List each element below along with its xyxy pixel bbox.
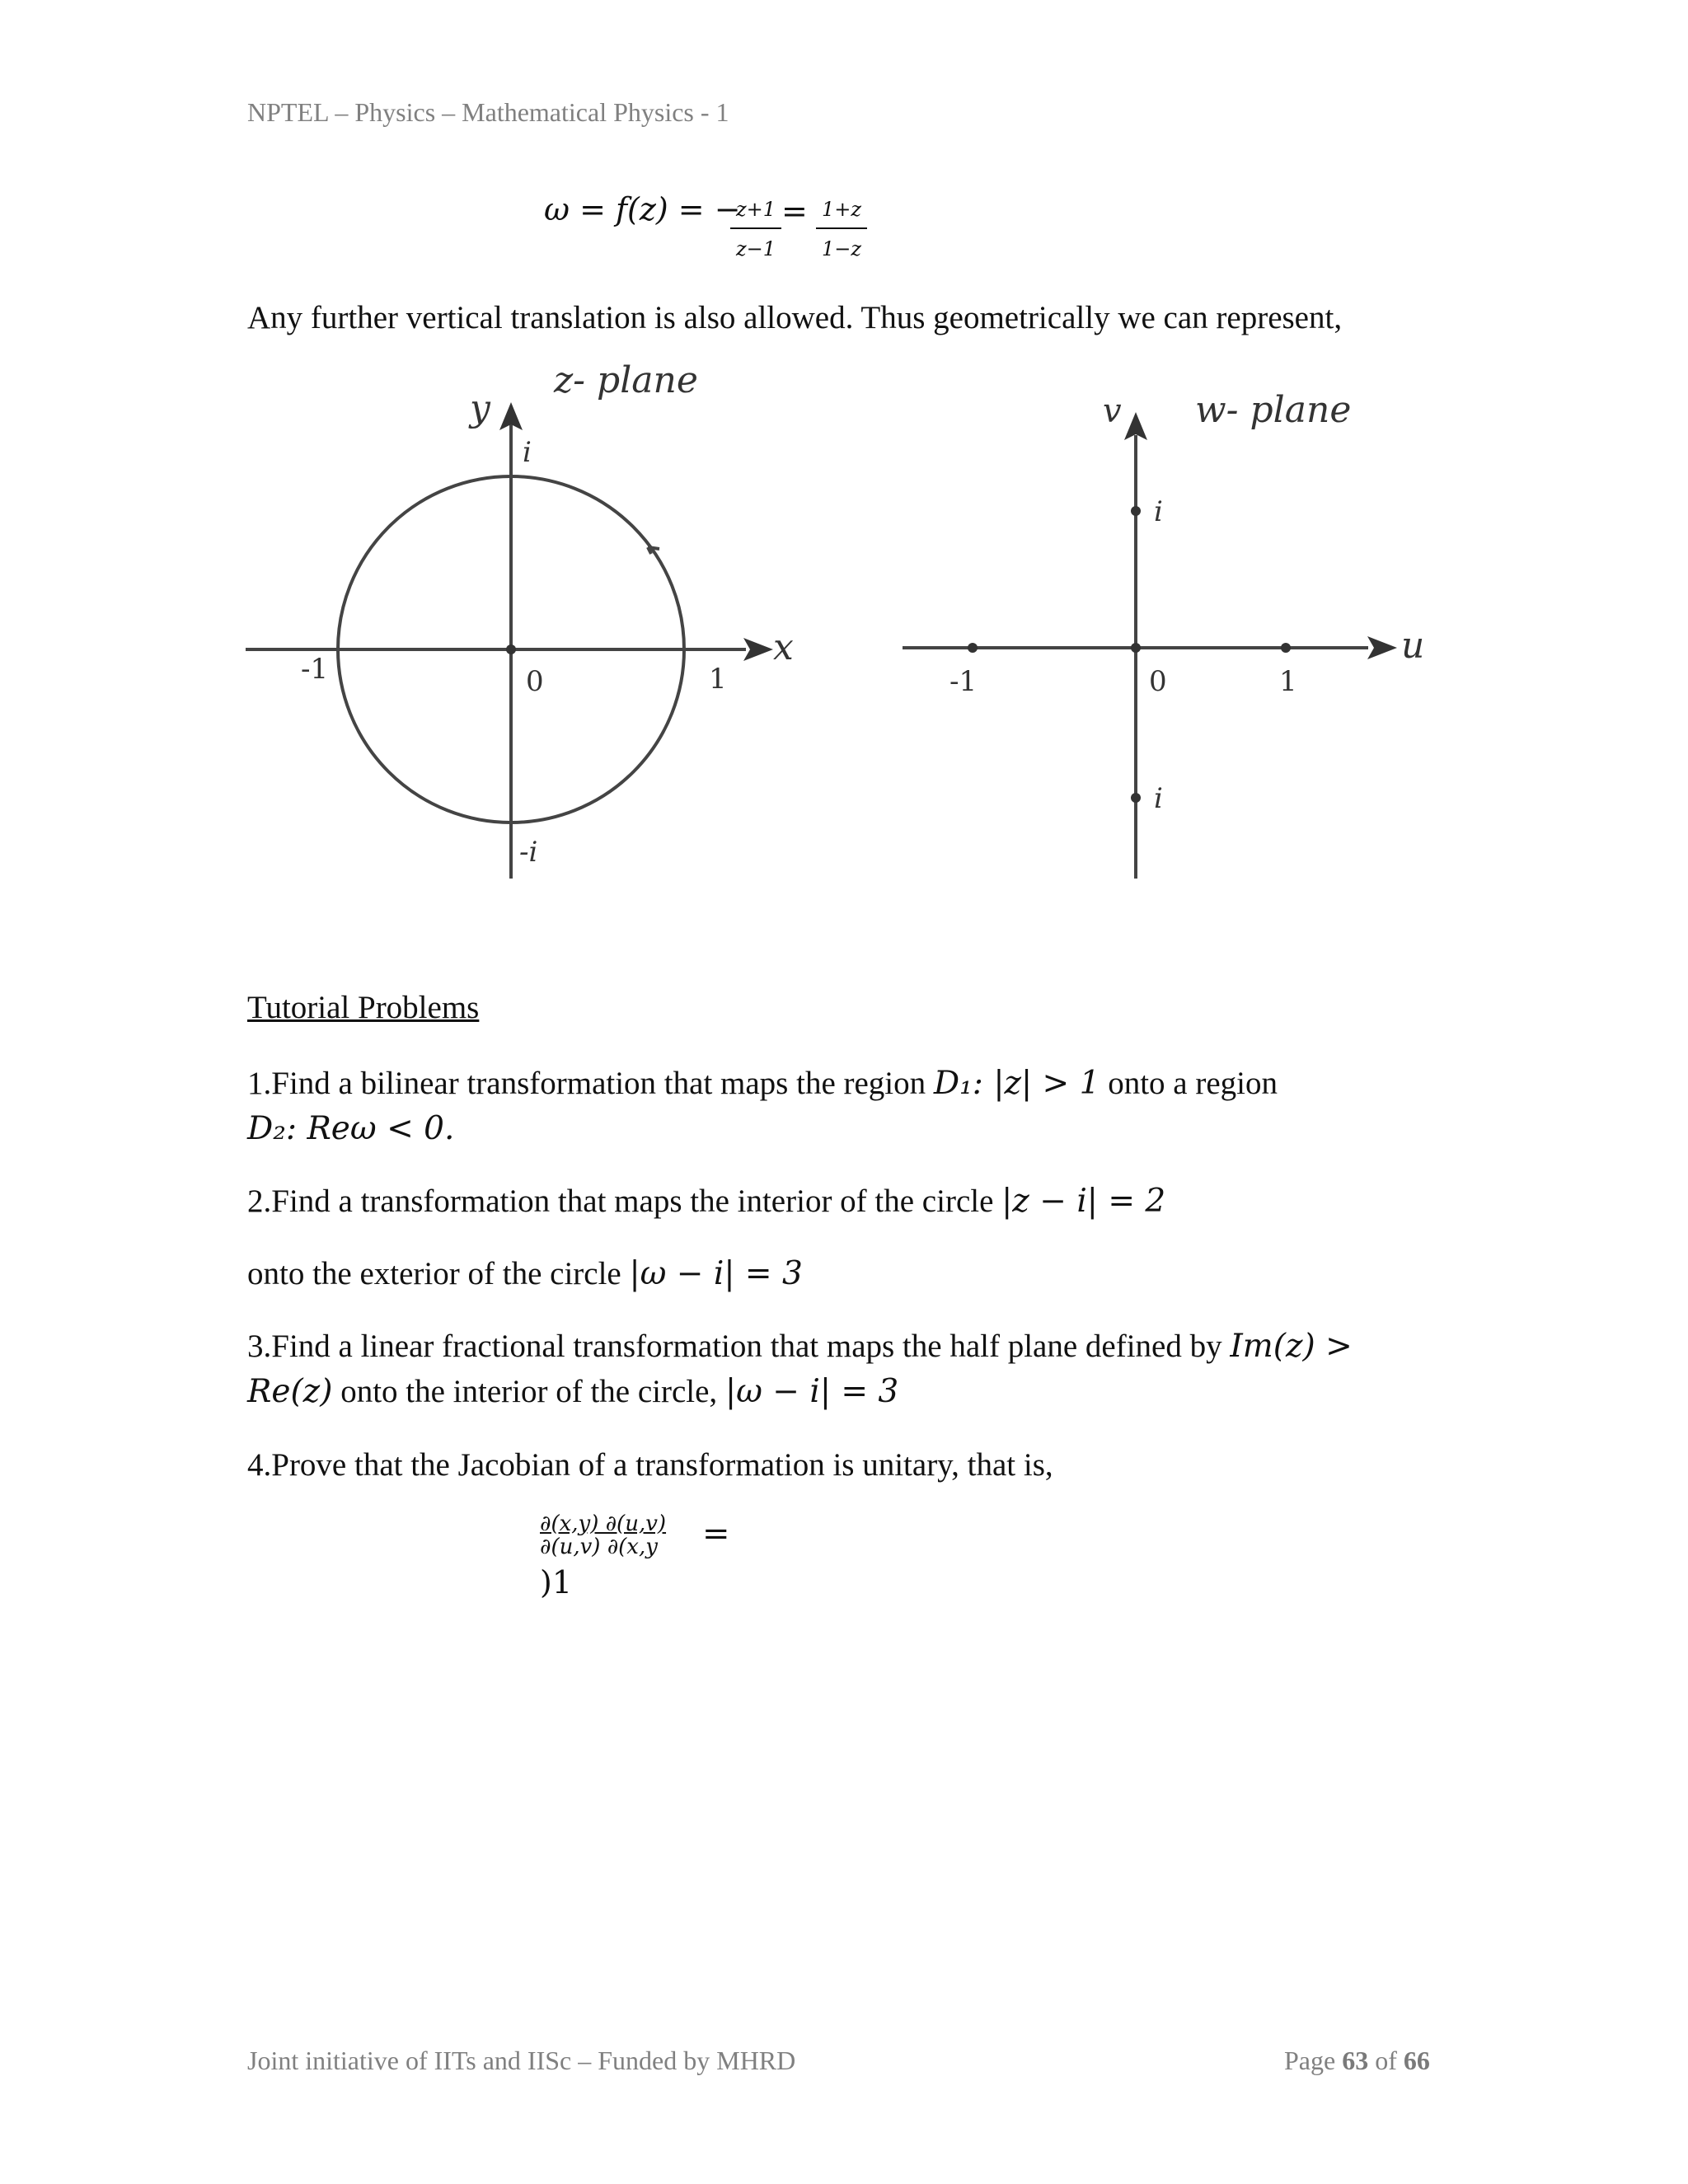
z-right-label: 1 (709, 663, 727, 696)
z-top-label: i (523, 436, 532, 469)
problem-1-line-1 (247, 1061, 1278, 1106)
page-prefix: Page (1284, 2046, 1343, 2075)
w-plane-figure (903, 389, 1424, 879)
equation-lhs: ω = f(z) = − (544, 191, 741, 227)
jacobian-numerator: ∂(x,y) ∂(u,v) (540, 1511, 667, 1536)
fraction-1-denominator: z−1 (735, 237, 776, 260)
problem-3-line-2 (247, 1369, 1353, 1414)
problem-2b-text: onto the exterior of the circle (247, 1256, 630, 1291)
problem-1-math-region-1: D₁: |z| > 1 (933, 1065, 1100, 1102)
problem-3-math-3: |ω − i| = 3 (724, 1373, 899, 1410)
w-v-label: v (1103, 392, 1122, 430)
problem-3-text: 3.Find a linear fractional transformation that maps the half plane defined by (247, 1329, 1231, 1364)
jacobian-denominator: ∂(u,v) ∂(x,y (540, 1535, 658, 1559)
z-plane-figure (246, 359, 794, 879)
problem-1-text: 1.Find a bilinear transformation that maps the region (247, 1066, 934, 1101)
plane-diagrams (0, 0, 1688, 948)
page-total: 66 (1403, 2046, 1430, 2075)
footer-credit: Joint initiative of IITs and IISc – Funded by MHRD (247, 2046, 796, 2075)
w-point-minus-one (968, 643, 978, 653)
z-left-label: -1 (301, 653, 329, 686)
problem-3-math-2: Re(z) (247, 1373, 333, 1410)
w-plane-title: w- plane (1195, 389, 1352, 431)
w-point-minus-i (1131, 793, 1141, 803)
jacobian-result: )1 (540, 1564, 573, 1601)
z-origin-dot (506, 644, 516, 654)
problem-3-text-end: onto the interior of the circle, (332, 1374, 725, 1409)
page-number (1284, 2046, 1430, 2076)
w-u-arrow-icon (1367, 636, 1397, 659)
jacobian-expression (540, 1512, 666, 1558)
problem-3-math-1: Im(z) > (1230, 1328, 1353, 1365)
page-current: 63 (1342, 2046, 1369, 2075)
fraction-2-denominator: 1−z (821, 237, 862, 260)
w-left-label: -1 (950, 665, 978, 698)
w-origin-dot (1131, 643, 1141, 653)
intro-paragraph: Any further vertical translation is also allowed. Thus geometrically we can represent, (247, 300, 1343, 335)
z-origin-label: 0 (526, 665, 544, 698)
jacobian-equals: = (702, 1515, 730, 1553)
z-x-arrow-icon (743, 638, 773, 661)
z-x-label: x (773, 626, 794, 668)
problem-1-math-region-2: D₂: Reω < 0. (247, 1110, 455, 1147)
problem-3 (247, 1324, 1353, 1414)
fraction-1-numerator: z+1 (730, 198, 781, 229)
w-u-label: u (1401, 625, 1425, 667)
w-point-i (1131, 506, 1141, 516)
problem-2-text: 2.Find a transformation that maps the interior of the circle (247, 1183, 1002, 1219)
problem-2-continued (247, 1251, 803, 1296)
z-bottom-label: -i (519, 836, 538, 869)
problem-1 (247, 1061, 1278, 1151)
problem-2 (247, 1179, 1165, 1224)
w-point-one (1281, 643, 1291, 653)
w-top-label: i (1154, 495, 1163, 528)
equation-equals: = (781, 193, 808, 229)
z-y-label: y (470, 387, 490, 429)
w-origin-label: 0 (1149, 665, 1167, 698)
problem-1-text-end: onto a region (1100, 1066, 1278, 1101)
fraction-2-numerator: 1+z (816, 198, 867, 229)
z-plane-title: z- plane (554, 359, 698, 401)
problem-2b-math: |ω − i| = 3 (629, 1255, 803, 1292)
page-of: of (1368, 2046, 1404, 2075)
tutorial-heading: Tutorial Problems (247, 990, 480, 1025)
w-bottom-label: i (1154, 782, 1163, 815)
page-header: NPTEL – Physics – Mathematical Physics - 1 (247, 97, 729, 127)
problem-2-math: |z − i| = 2 (1001, 1183, 1166, 1220)
problem-3-line-1 (247, 1324, 1353, 1369)
problem-4: 4.Prove that the Jacobian of a transformation is unitary, that is, (247, 1447, 1053, 1483)
w-right-label: 1 (1279, 665, 1297, 698)
